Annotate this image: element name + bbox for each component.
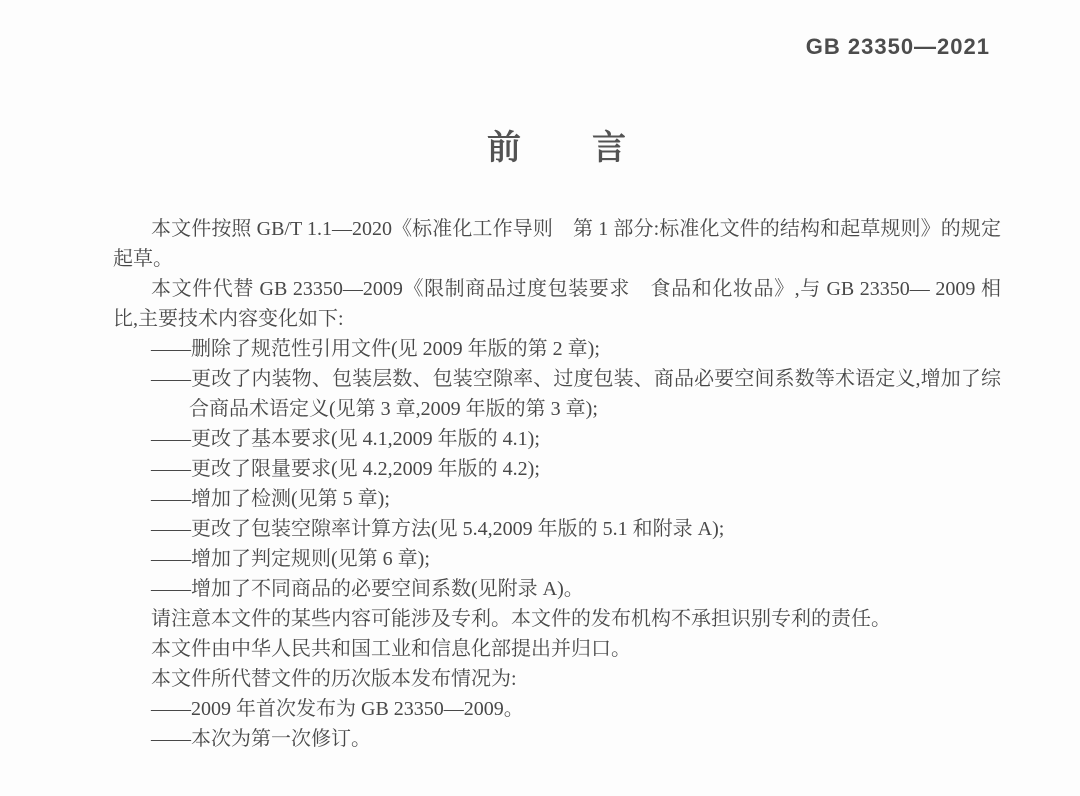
change-list-item: ——本次为第一次修订。 [151, 728, 371, 750]
paragraph: 请注意本文件的某些内容可能涉及专利。本文件的发布机构不承担识别专利的责任。 [151, 608, 891, 630]
change-list-item: ——增加了不同商品的必要空间系数(见附录 A)。 [151, 578, 584, 600]
paragraph: 本文件由中华人民共和国工业和信息化部提出并归口。 [151, 638, 631, 660]
change-list-item: ——删除了规范性引用文件(见 2009 年版的第 2 章); [151, 338, 600, 360]
paragraph: 本文件按照 GB/T 1.1—2020《标准化工作导则 第 1 部分:标准化文件的结构和起草规则》的规定起草。 [113, 218, 1001, 270]
paragraph: 本文件所代替文件的历次版本发布情况为: [151, 668, 517, 690]
document-body [113, 214, 1001, 754]
page-title: 前 言 [487, 129, 627, 167]
change-list-item: ——更改了内装物、包装层数、包装空隙率、过度包装、商品必要空间系数等术语定义,增加了综合商品术语定义(见第 3 章,2009 年版的第 3 章); [151, 368, 1001, 420]
paragraph: 本文件代替 GB 23350—2009《限制商品过度包装要求 食品和化妆品》,与 GB 23350— 2009 相比,主要技术内容变化如下: [113, 278, 1001, 330]
change-list-item: ——2009 年首次发布为 GB 23350—2009。 [151, 698, 524, 720]
change-list-item: ——增加了判定规则(见第 6 章); [151, 548, 430, 570]
doc-number: GB 23350—2021 [805, 34, 990, 59]
change-list-item: ——更改了基本要求(见 4.1,2009 年版的 4.1); [151, 428, 540, 450]
change-list-item: ——增加了检测(见第 5 章); [151, 488, 390, 510]
change-list-item: ——更改了包装空隙率计算方法(见 5.4,2009 年版的 5.1 和附录 A); [151, 518, 725, 540]
change-list-item: ——更改了限量要求(见 4.2,2009 年版的 4.2); [151, 458, 540, 480]
